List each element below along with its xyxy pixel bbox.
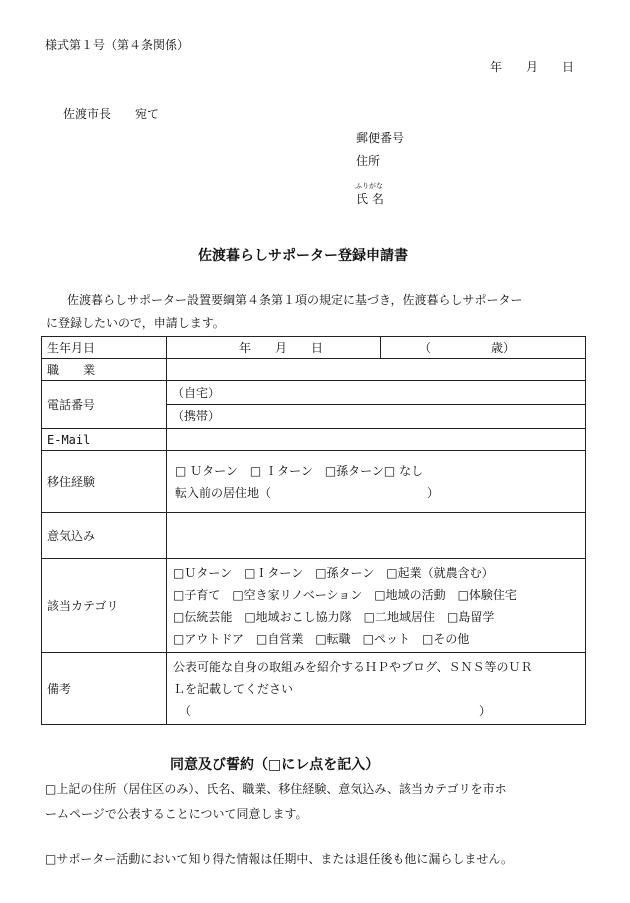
addressee: 佐渡市長 宛て (63, 107, 160, 121)
form-number: 様式第１号（第４条関係） (45, 38, 190, 52)
phone-label: 電話番号 (42, 381, 167, 429)
job-row (42, 359, 586, 381)
consent-item-2[interactable]: □サポーター活動において知り得た情報は任期中、または退任後も他に漏らしません。 (45, 852, 514, 866)
migration-field[interactable] (167, 451, 586, 513)
birth-date-label: 生年月日 (42, 337, 167, 359)
remarks-url-field[interactable]: （ ） (179, 703, 492, 718)
occupation-field[interactable] (167, 359, 586, 381)
postal-code-label: 郵便番号 (356, 131, 405, 145)
previous-residence-field[interactable]: 転入前の居住地（ ） (175, 485, 440, 500)
remarks-label: 備考 (42, 653, 167, 725)
birth-date-field[interactable]: 年 月 日 (167, 337, 381, 359)
category-options[interactable] (167, 559, 586, 653)
remarks-row (42, 653, 586, 725)
category-row (42, 559, 586, 653)
date-line: 年 月 日 (490, 60, 575, 74)
enthusiasm-label: 意気込み (42, 513, 167, 559)
enthusiasm-field[interactable] (167, 513, 586, 559)
migration-options[interactable]: □ Ｕターン □ Ｉターン □孫ターン□ なし (175, 463, 424, 478)
address-label: 住所 (356, 154, 381, 168)
consent-item-1-line-1[interactable]: □上記の住所（居住区のみ）、氏名、職業、移住経験、意気込み、該当カテゴリを市ホ (45, 782, 507, 796)
home-phone-field[interactable]: （自宅） (167, 382, 585, 405)
remarks-instruction-line: 公表可能な自身の取組みを紹介するＨＰやブログ、ＳＮＳ等のＵＲ (173, 659, 533, 674)
category-option-line[interactable]: □伝統芸能 □地域おこし協力隊 □二地域居住 □島留学 (173, 609, 495, 624)
name-label: 氏 名 (356, 192, 384, 206)
migration-row (42, 451, 586, 513)
category-option-line[interactable]: □アウトドア □自営業 □転職 □ペット □その他 (173, 631, 470, 646)
age-field[interactable]: （ 歳） (381, 337, 586, 359)
email-label: E-Mail (42, 429, 167, 451)
phone-fields (167, 381, 586, 429)
email-field[interactable] (167, 429, 586, 451)
birth-row (42, 337, 586, 359)
category-option-line[interactable]: □子育て □空き家リノベーション □地域の活動 □体験住宅 (173, 587, 517, 602)
intro-line-1: 佐渡暮らしサポーター設置要綱第４条第１項の規定に基づき，佐渡暮らしサポーター (67, 293, 523, 307)
consent-item-1-line-2: ームページで公表することについて同意します。 (45, 807, 308, 821)
occupation-label: 職 業 (42, 359, 167, 381)
consent-heading: 同意及び誓約（□にレ点を記入） (170, 757, 380, 773)
mobile-phone-field[interactable]: （携帯） (172, 409, 221, 423)
name-furigana: ふりがな (355, 182, 383, 190)
remarks-instruction-line: Ｌを記載してください (173, 681, 294, 696)
document-title: 佐渡暮らしサポーター登録申請書 (198, 248, 408, 264)
category-label: 該当カテゴリ (42, 559, 167, 653)
intro-line-2: に登録したいので，申請します。 (46, 316, 225, 330)
phone-row (42, 381, 586, 429)
enthusiasm-row (42, 513, 586, 559)
category-option-line[interactable]: □Ｕターン □Ｉターン □孫ターン □起業（就農含む） (173, 565, 494, 580)
application-form-table (41, 336, 586, 725)
remarks-field[interactable] (167, 653, 586, 725)
email-row (42, 429, 586, 451)
migration-label: 移住経験 (42, 451, 167, 513)
